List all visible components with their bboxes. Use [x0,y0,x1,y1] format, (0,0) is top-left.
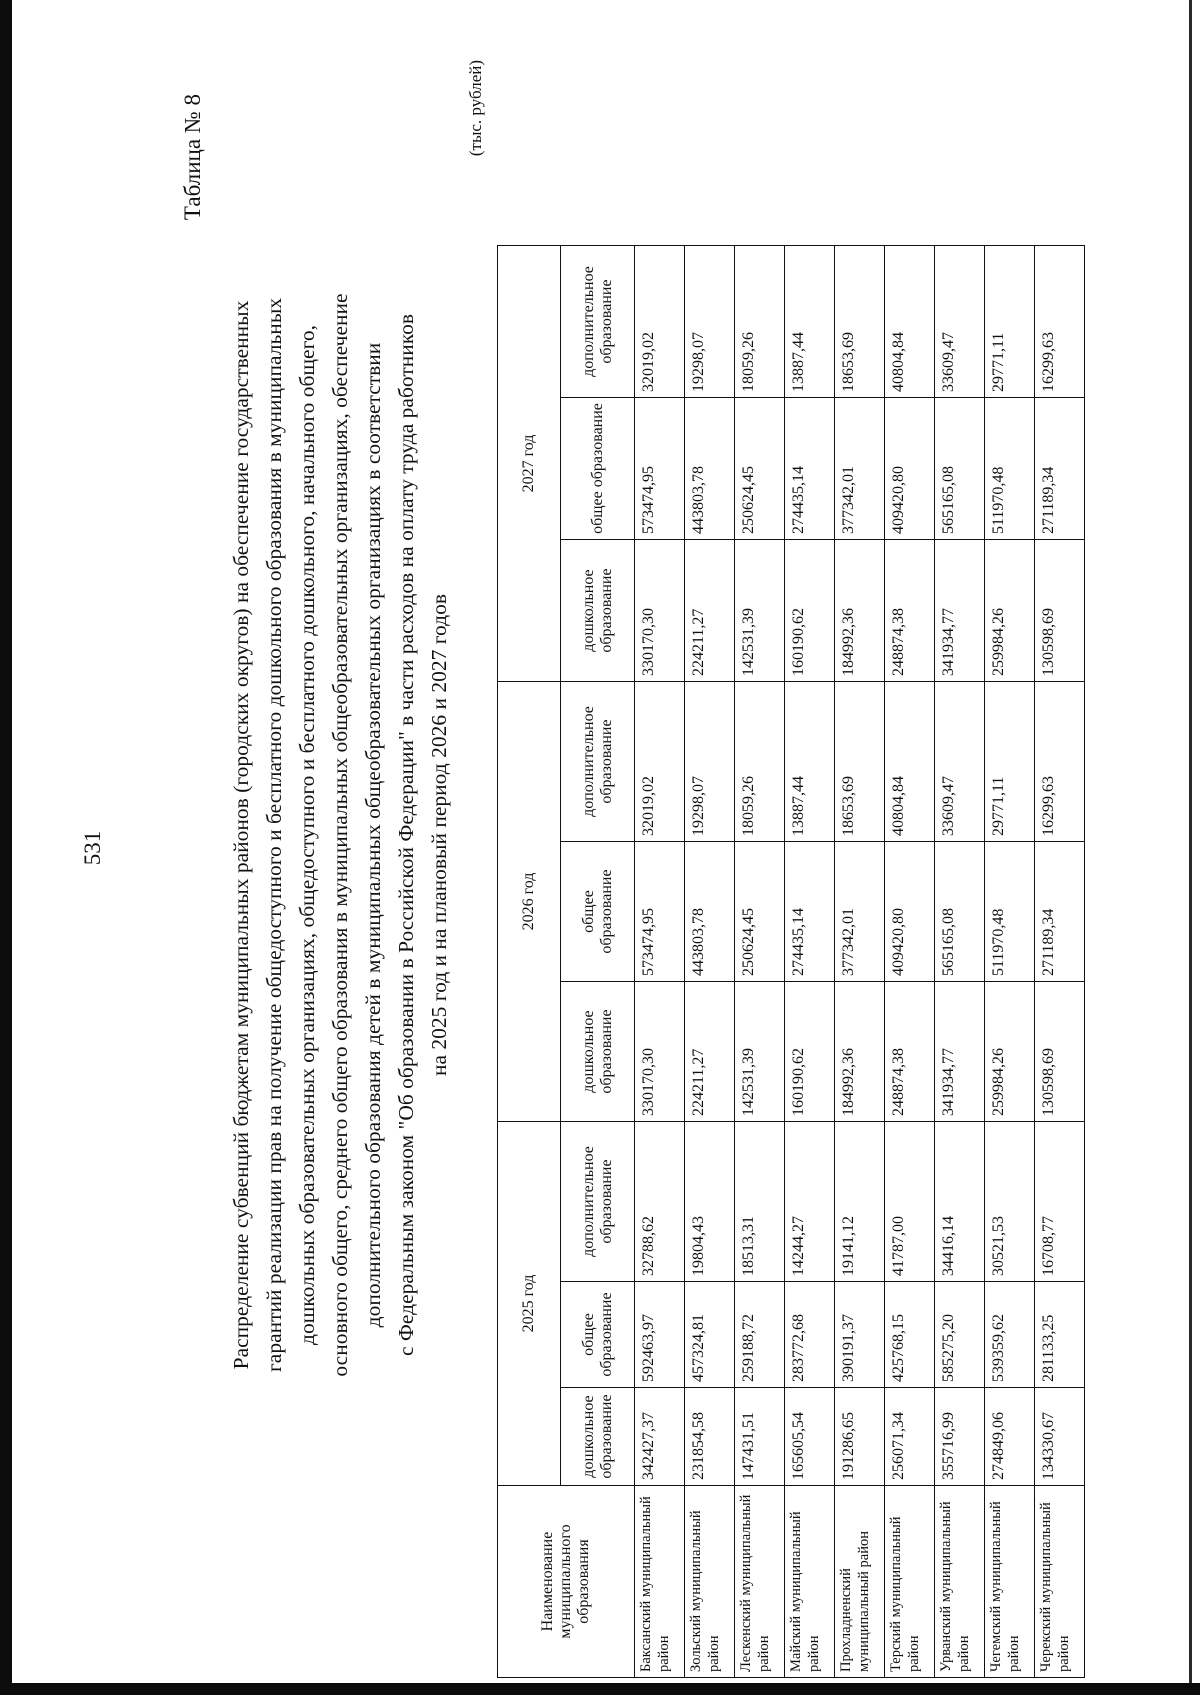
municipality-name: Урванский муниципальный район [935,1486,985,1678]
value-cell: 259188,72 [735,1282,785,1388]
municipality-name: Лескенский муниципальный район [735,1486,785,1678]
municipality-name: Чегемский муниципальный район [985,1486,1035,1678]
header-additional: дополнительное образование [561,682,635,842]
value-cell: 16299,63 [1035,246,1085,398]
value-cell: 259984,26 [985,982,1035,1122]
value-cell: 248874,38 [885,540,935,682]
value-cell: 409420,80 [885,398,935,540]
title-line: гарантий реализации прав на получение общедоступного и бесплатного дошкольного образования в муниципальных [262,297,286,1373]
value-cell: 18653,69 [835,246,885,398]
value-cell: 19298,07 [685,682,735,842]
title-line: на 2025 год и на плановый период 2026 и 2027 годов [427,594,451,1076]
value-cell: 30521,53 [985,1122,1035,1282]
value-cell: 32019,02 [635,682,685,842]
value-cell: 271189,34 [1035,842,1085,982]
value-cell: 274435,14 [785,398,835,540]
value-cell: 41787,00 [885,1122,935,1282]
table-row [985,246,1035,1678]
municipality-name: Терский муниципальный район [885,1486,935,1678]
table-number: Таблица № 8 [180,94,205,221]
value-cell: 425768,15 [885,1282,935,1388]
value-cell: 256071,34 [885,1388,935,1486]
header-year-2027: 2027 год [498,246,561,682]
title-line: Распределение субвенций бюджетам муниципальных районов (городских округов) на обеспечение государственных [229,300,253,1370]
header-preschool: дошкольное образование [561,540,635,682]
header-general: общее образование [561,398,635,540]
value-cell: 134330,67 [1035,1388,1085,1486]
value-cell: 29771,11 [985,682,1035,842]
value-cell: 34416,14 [935,1122,985,1282]
value-cell: 29771,11 [985,246,1035,398]
subsidy-table [497,245,1085,1678]
value-cell: 377342,01 [835,398,885,540]
value-cell: 14244,27 [785,1122,835,1282]
header-preschool: дошкольное образование [561,982,635,1122]
value-cell: 390191,37 [835,1282,885,1388]
table-row [635,246,685,1678]
value-cell: 142531,39 [735,540,785,682]
value-cell: 341934,77 [935,540,985,682]
header-additional: дополнительное образование [561,246,635,398]
value-cell: 19141,12 [835,1122,885,1282]
value-cell: 250624,45 [735,842,785,982]
header-additional: дополнительное образование [561,1122,635,1282]
title-line: дошкольных образовательных организациях, общедоступного и бесплатного дошкольного, начального общего, [295,325,319,1345]
municipality-name: Черекский муниципальный район [1035,1486,1085,1678]
value-cell: 18653,69 [835,682,885,842]
value-cell: 33609,47 [935,682,985,842]
value-cell: 342427,37 [635,1388,685,1486]
value-cell: 184992,36 [835,540,885,682]
value-cell: 259984,26 [985,540,1035,682]
value-cell: 130598,69 [1035,982,1085,1122]
value-cell: 231854,58 [685,1388,735,1486]
value-cell: 457324,81 [685,1282,735,1388]
value-cell: 283772,68 [785,1282,835,1388]
value-cell: 160190,62 [785,982,835,1122]
value-cell: 573474,95 [635,842,685,982]
value-cell: 377342,01 [835,842,885,982]
value-cell: 271189,34 [1035,398,1085,540]
value-cell: 330170,30 [635,540,685,682]
value-cell: 565165,08 [935,842,985,982]
value-cell: 511970,48 [985,842,1035,982]
title-line: основного общего, среднего общего образования в муниципальных общеобразовательных организациях, обеспечение [328,293,352,1377]
value-cell: 165605,54 [785,1388,835,1486]
municipality-name: Майский муниципальный район [785,1486,835,1678]
header-general: общее образование [561,1282,635,1388]
value-cell: 18513,31 [735,1122,785,1282]
table-row [1035,246,1085,1678]
title-line: дополнительного образования детей в муниципальных общеобразовательных организациях в соответствии [361,342,385,1328]
header-row-subcolumns [561,246,635,1678]
value-cell: 355716,99 [935,1388,985,1486]
value-cell: 250624,45 [735,398,785,540]
municipality-name: Баксанский муниципальный район [635,1486,685,1678]
value-cell: 160190,62 [785,540,835,682]
table-row [735,246,785,1678]
value-cell: 443803,78 [685,842,735,982]
value-cell: 511970,48 [985,398,1035,540]
value-cell: 32788,62 [635,1122,685,1282]
value-cell: 147431,51 [735,1388,785,1486]
table-body [635,246,1085,1678]
value-cell: 33609,47 [935,246,985,398]
value-cell: 224211,27 [685,540,735,682]
table-row [885,246,935,1678]
value-cell: 142531,39 [735,982,785,1122]
value-cell: 274849,06 [985,1388,1035,1486]
value-cell: 443803,78 [685,398,735,540]
table-row [785,246,835,1678]
header-row-years [498,246,561,1678]
header-year-2025: 2025 год [498,1122,561,1486]
value-cell: 409420,80 [885,842,935,982]
units-label: (тыс. рублей) [466,60,485,157]
value-cell: 224211,27 [685,982,735,1122]
value-cell: 40804,84 [885,246,935,398]
value-cell: 16708,77 [1035,1122,1085,1282]
value-cell: 16299,63 [1035,682,1085,842]
page-number: 531 [80,830,105,866]
value-cell: 19298,07 [685,246,735,398]
header-preschool: дошкольное образование [561,1388,635,1486]
value-cell: 274435,14 [785,842,835,982]
value-cell: 18059,26 [735,246,785,398]
header-name-column: Наименование муниципального образования [498,1486,635,1678]
value-cell: 40804,84 [885,682,935,842]
value-cell: 330170,30 [635,982,685,1122]
header-year-2026: 2026 год [498,682,561,1122]
value-cell: 592463,97 [635,1282,685,1388]
header-general: общее образование [561,842,635,982]
municipality-name: Зольский муниципальный район [685,1486,735,1678]
value-cell: 13887,44 [785,682,835,842]
value-cell: 18059,26 [735,682,785,842]
title-line: с Федеральным законом "Об образовании в Российской Федерации" в части расходов на оплату труда работников [394,313,418,1357]
value-cell: 281133,25 [1035,1282,1085,1388]
municipality-name: Прохладненский муниципальный район [835,1486,885,1678]
table-row [935,246,985,1678]
value-cell: 248874,38 [885,982,935,1122]
value-cell: 573474,95 [635,398,685,540]
document-title [225,85,456,1585]
value-cell: 184992,36 [835,982,885,1122]
value-cell: 19804,43 [685,1122,735,1282]
value-cell: 565165,08 [935,398,985,540]
value-cell: 539359,62 [985,1282,1035,1388]
value-cell: 130598,69 [1035,540,1085,682]
table-row [685,246,735,1678]
value-cell: 585275,20 [935,1282,985,1388]
value-cell: 13887,44 [785,246,835,398]
table-row [835,246,885,1678]
value-cell: 32019,02 [635,246,685,398]
value-cell: 341934,77 [935,982,985,1122]
value-cell: 191286,65 [835,1388,885,1486]
